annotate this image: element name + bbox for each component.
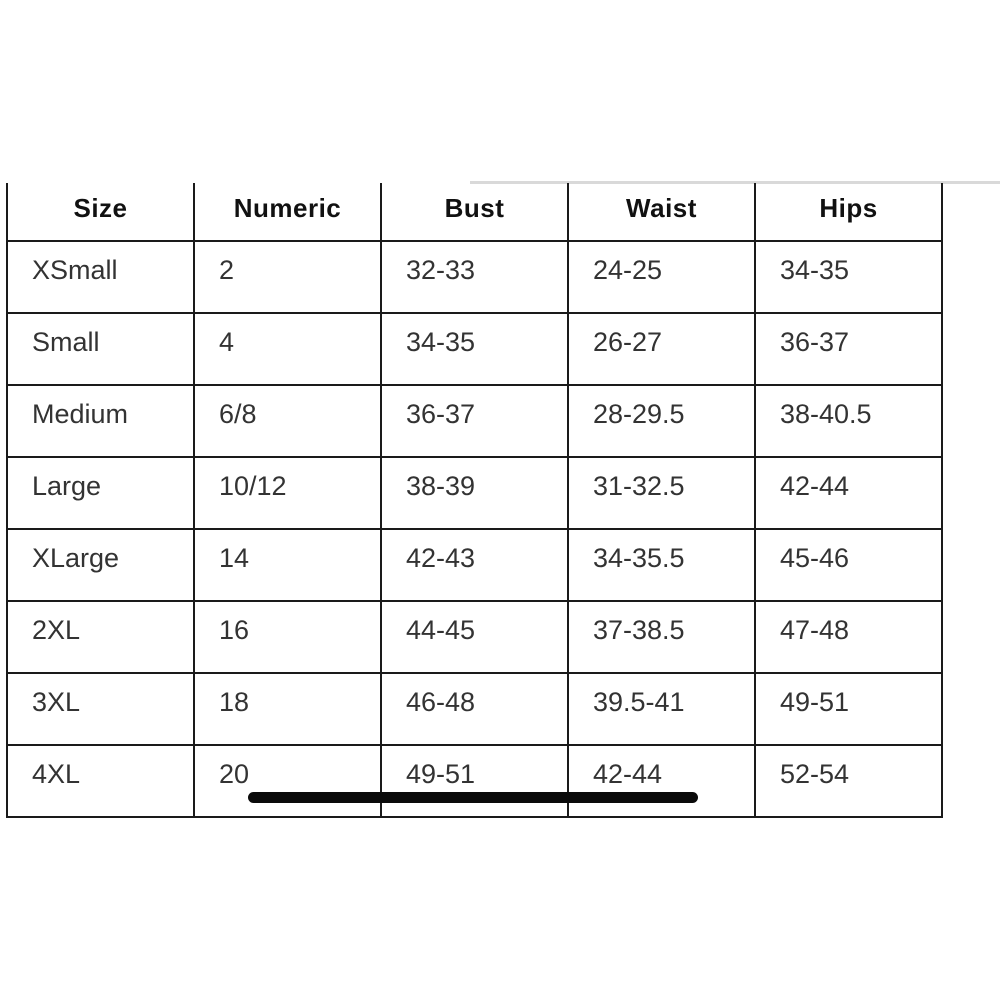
table-row <box>7 673 942 745</box>
cell-numeric: 6/8 <box>194 385 381 457</box>
cell-numeric: 14 <box>194 529 381 601</box>
cell-bust: 36-37 <box>381 385 568 457</box>
cell-waist: 28-29.5 <box>568 385 755 457</box>
header-row <box>7 183 942 241</box>
cell-hips: 47-48 <box>755 601 942 673</box>
cell-bust: 38-39 <box>381 457 568 529</box>
cell-waist: 34-35.5 <box>568 529 755 601</box>
size-chart-table <box>6 183 943 818</box>
table-row <box>7 745 942 817</box>
cell-numeric: 4 <box>194 313 381 385</box>
cell-waist: 26-27 <box>568 313 755 385</box>
cell-numeric: 2 <box>194 241 381 313</box>
header-waist: Waist <box>568 183 755 241</box>
cell-bust: 49-51 <box>381 745 568 817</box>
cell-bust: 42-43 <box>381 529 568 601</box>
cell-hips: 34-35 <box>755 241 942 313</box>
cell-size: XSmall <box>7 241 194 313</box>
cell-bust: 34-35 <box>381 313 568 385</box>
table-row <box>7 241 942 313</box>
cell-hips: 42-44 <box>755 457 942 529</box>
header-numeric: Numeric <box>194 183 381 241</box>
cell-size: 3XL <box>7 673 194 745</box>
cell-hips: 52-54 <box>755 745 942 817</box>
cell-hips: 45-46 <box>755 529 942 601</box>
table-row <box>7 457 942 529</box>
table-row <box>7 529 942 601</box>
cell-waist: 37-38.5 <box>568 601 755 673</box>
table-row <box>7 601 942 673</box>
cell-size: XLarge <box>7 529 194 601</box>
cell-waist: 42-44 <box>568 745 755 817</box>
cell-hips: 38-40.5 <box>755 385 942 457</box>
table-row <box>7 313 942 385</box>
cell-hips: 49-51 <box>755 673 942 745</box>
cell-size: 4XL <box>7 745 194 817</box>
cell-numeric: 10/12 <box>194 457 381 529</box>
horizontal-scroll-indicator[interactable] <box>248 792 698 803</box>
cell-size: 2XL <box>7 601 194 673</box>
cell-waist: 39.5-41 <box>568 673 755 745</box>
table-row <box>7 385 942 457</box>
cell-waist: 24-25 <box>568 241 755 313</box>
header-bust: Bust <box>381 183 568 241</box>
cell-bust: 44-45 <box>381 601 568 673</box>
cell-size: Small <box>7 313 194 385</box>
cell-numeric: 20 <box>194 745 381 817</box>
cell-numeric: 18 <box>194 673 381 745</box>
cell-hips: 36-37 <box>755 313 942 385</box>
header-size: Size <box>7 183 194 241</box>
cell-bust: 32-33 <box>381 241 568 313</box>
cell-size: Large <box>7 457 194 529</box>
cell-waist: 31-32.5 <box>568 457 755 529</box>
header-hips: Hips <box>755 183 942 241</box>
cell-bust: 46-48 <box>381 673 568 745</box>
cell-numeric: 16 <box>194 601 381 673</box>
cell-size: Medium <box>7 385 194 457</box>
